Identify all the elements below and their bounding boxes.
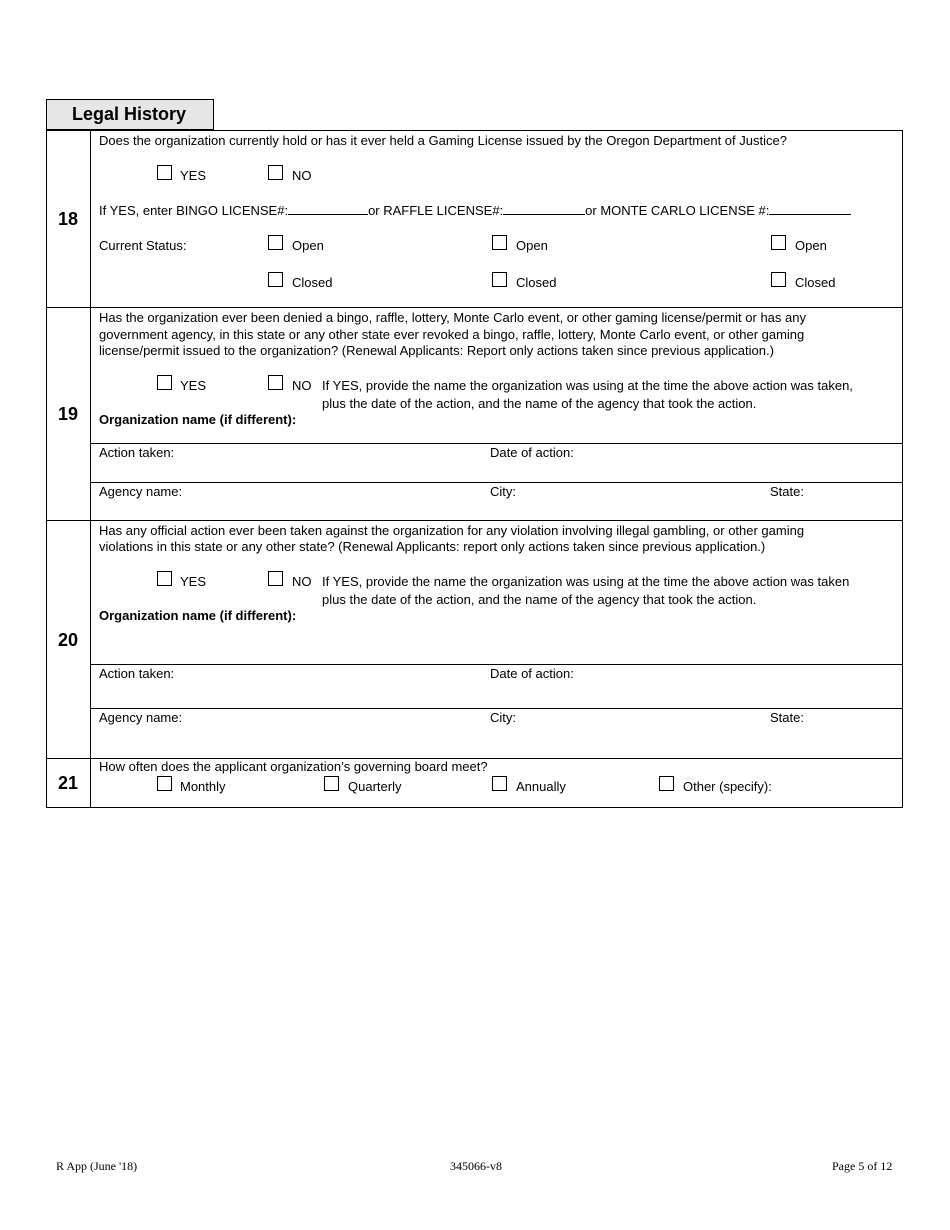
q19-no-checkbox[interactable] [268, 375, 283, 390]
other-label: Other (specify): [683, 779, 772, 794]
monte-closed-label: Closed [795, 275, 836, 290]
q19-action-taken-label: Action taken: [99, 445, 175, 460]
q18-raffle-label: or RAFFLE LICENSE#: [368, 203, 504, 218]
q18-bingo-label: If YES, enter BINGO LICENSE#: [99, 203, 289, 218]
q20-date-of-action-label: Date of action: [490, 666, 574, 681]
q18-monte-label: or MONTE CARLO LICENSE #: [585, 203, 770, 218]
raffle-open-label: Open [516, 238, 548, 253]
q21-number: 21 [58, 773, 79, 793]
q19-note-line-2: plus the date of the action, and the name of the agency that took the action. [322, 396, 757, 411]
section-title: Legal History [72, 104, 187, 124]
q19-date-of-action-label: Date of action: [490, 445, 574, 460]
q21-question: How often does the applicant organization’s governing board meet? [99, 759, 488, 774]
annually-checkbox[interactable] [492, 776, 507, 791]
q20-agency-divider [90, 708, 903, 709]
q18-current-status-label: Current Status: [99, 238, 187, 253]
q20-note-line-1: If YES, provide the name the organization was using at the time the above action was taken [322, 574, 850, 589]
q19-city-label: City: [490, 484, 516, 499]
q20-question-line-2: violations in this state or any other state? (Renewal Applicants: report only actions taken since previous application.) [99, 539, 766, 554]
q19-question-line-3: license/permit issued to the organization? (Renewal Applicants: Report only actions taken since previous application.) [99, 343, 774, 358]
raffle-open-checkbox[interactable] [492, 235, 507, 250]
raffle-closed-checkbox[interactable] [492, 272, 507, 287]
raffle-closed-label: Closed [516, 275, 557, 290]
q18-yes-label: YES [180, 168, 207, 183]
q20-action-taken-label: Action taken: [99, 666, 175, 681]
q19-question-line-1: Has the organization ever been denied a bingo, raffle, lottery, Monte Carlo event, or other gaming license/permit or has any [99, 310, 806, 325]
q19-no-label: NO [292, 378, 312, 393]
bingo-open-checkbox[interactable] [268, 235, 283, 250]
q20-org-name-label: Organization name (if different): [99, 608, 297, 623]
q19-yes-checkbox[interactable] [157, 375, 172, 390]
q19-org-name-label: Organization name (if different): [99, 412, 297, 427]
q20-question-line-1: Has any official action ever been taken against the organization for any violation involving illegal gambling, or other gaming [99, 523, 805, 538]
monthly-checkbox[interactable] [157, 776, 172, 791]
annually-label: Annually [516, 779, 566, 794]
q19-question-line-2: government agency, in this state or any other state ever revoked a bingo, raffle, lottery, Monte Carlo event, or other gaming [99, 327, 805, 342]
q20-number: 20 [58, 630, 79, 650]
q20-note-line-2: plus the date of the action, and the name of the agency that took the action. [322, 592, 757, 607]
q19-note-line-1: If YES, provide the name the organization was using at the time the above action was taken, [322, 378, 853, 393]
q20-no-label: NO [292, 574, 312, 589]
monte-open-label: Open [795, 238, 827, 253]
q20-no-checkbox[interactable] [268, 571, 283, 586]
bingo-license-input[interactable] [288, 202, 368, 215]
row-divider-19-20 [46, 520, 903, 521]
row-divider-18-19 [46, 307, 903, 308]
bingo-closed-label: Closed [292, 275, 333, 290]
other-checkbox[interactable] [659, 776, 674, 791]
footer-page-number: Page 5 of 12 [832, 1159, 893, 1173]
quarterly-checkbox[interactable] [324, 776, 339, 791]
q20-state-label: State: [770, 710, 804, 725]
q18-number: 18 [58, 209, 79, 229]
q18-question: Does the organization currently hold or has it ever held a Gaming License issued by the Oregon Department of Justice? [99, 133, 787, 148]
monte-closed-checkbox[interactable] [771, 272, 786, 287]
q20-yes-checkbox[interactable] [157, 571, 172, 586]
monte-open-checkbox[interactable] [771, 235, 786, 250]
q19-number: 19 [58, 404, 79, 424]
q19-state-label: State: [770, 484, 804, 499]
q20-action-divider [90, 664, 903, 665]
footer-doc-number: 345066-v8 [450, 1159, 502, 1173]
raffle-license-input[interactable] [503, 202, 585, 215]
q20-agency-name-label: Agency name: [99, 710, 183, 725]
bingo-open-label: Open [292, 238, 324, 253]
q18-no-checkbox[interactable] [268, 165, 283, 180]
q19-yes-label: YES [180, 378, 207, 393]
number-column-divider [90, 130, 91, 808]
q18-if-yes-line [99, 202, 851, 219]
q18-yes-checkbox[interactable] [157, 165, 172, 180]
q18-no-label: NO [292, 168, 312, 183]
monte-carlo-license-input[interactable] [769, 202, 851, 215]
q19-agency-name-label: Agency name: [99, 484, 183, 499]
table-frame [46, 130, 903, 808]
q19-agency-divider [90, 482, 903, 483]
q20-city-label: City: [490, 710, 516, 725]
quarterly-label: Quarterly [348, 779, 402, 794]
footer-form-id: R App (June '18) [56, 1159, 138, 1173]
q19-action-divider [90, 443, 903, 444]
monthly-label: Monthly [180, 779, 226, 794]
bingo-closed-checkbox[interactable] [268, 272, 283, 287]
q20-yes-label: YES [180, 574, 207, 589]
